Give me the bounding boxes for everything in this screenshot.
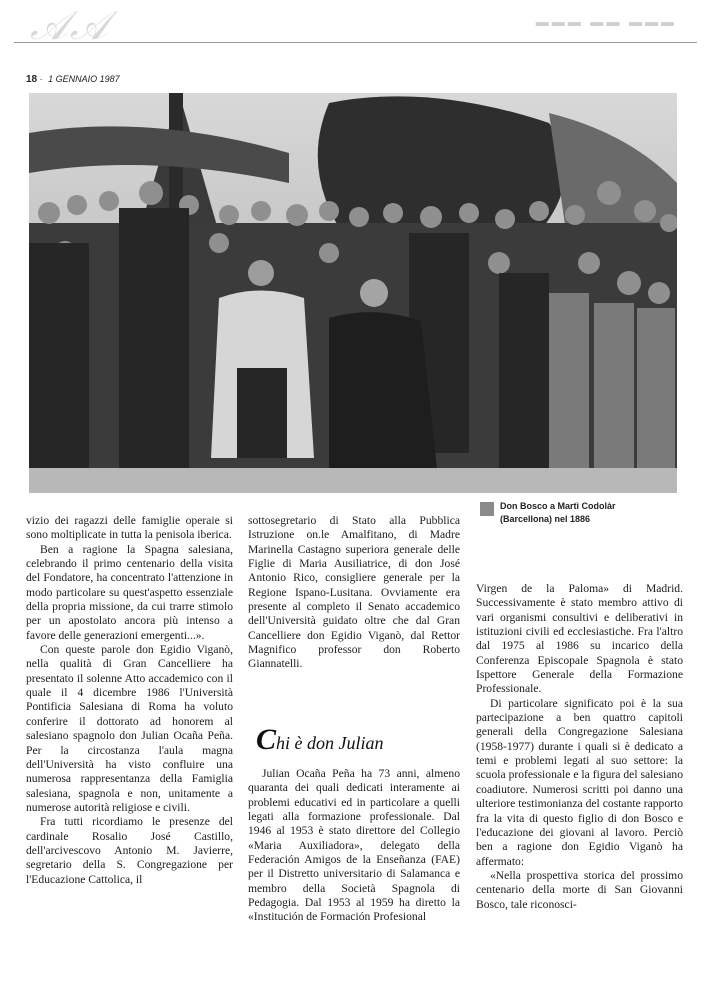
previous-page-bleed bbox=[0, 0, 711, 48]
paragraph: «Nella prospettiva storica del prossimo centenario della morte di San Giovanni Bosco, tale riconosci- bbox=[476, 868, 683, 911]
heading-text: hi è don Julian bbox=[276, 733, 384, 753]
heading-initial: C bbox=[256, 723, 277, 756]
page-folio bbox=[26, 74, 120, 85]
bleed-through-text: ▬▬▬ ▬▬ ▬▬▬ bbox=[535, 14, 677, 29]
caption-text bbox=[500, 500, 680, 526]
historical-group-photo bbox=[29, 93, 677, 493]
paragraph: sottosegretario di Stato alla Pubblica Istruzione on.le Amalfitano, di Madre Marinella Castagno superiora generale delle Figlie di Maria Ausiliatrice, di don José Antonio Rico, consigliere generale per la Regione Ispano-Lusitana. Ovviamente era presente al completo il Senato accademico dell'Università guidato oltre che dal Gran Cancelliere don Egidio Viganò, dal Rettor Magnifico professor don Roberto Giannatelli. bbox=[248, 514, 460, 671]
folio-separator: · bbox=[39, 74, 43, 84]
caption-line-1: Don Bosco a Martì Codolàr bbox=[500, 501, 616, 511]
page-number: 18 bbox=[26, 74, 38, 85]
article-column-2-continued bbox=[248, 767, 460, 925]
paragraph: Julian Ocaña Peña ha 73 anni, almeno quaranta dei quali dedicati interamente ai problemi educativi ed in particolare a quelli legati alla formazione professionale. Dal 1946 al 1953 è stato direttore del Collegio «Maria Auxiliadora», delegato della Federación Amigos de la Enseñanza (FAE) per il Distretto universitario di Salamanca e membro della Società Spagnola di Pedagogia. Dal 1953 al 1959 ha diretto la «Institución de Formación Profesional bbox=[248, 767, 460, 924]
bleed-through-letters: 𝒜𝒜 bbox=[30, 3, 110, 48]
article-column-1 bbox=[26, 514, 233, 887]
paragraph: vizio dei ragazzi delle famiglie operaie si sono moltiplicate in tutta la penisola iberica. bbox=[26, 514, 233, 542]
article-column-2 bbox=[248, 514, 460, 672]
issue-date: 1 GENNAIO 1987 bbox=[48, 74, 120, 84]
paragraph: Virgen de la Paloma» di Madrid. Successivamente è stato membro attivo di vari organismi consultivi e deliberativi in istituzioni civili ed ecclesiastiche. Fra l'altro dal 1975 al 1986 su incarico della Conferenza Episcopale Spagnola è stato Ispettore Generale della Formazione Professionale. bbox=[476, 582, 683, 696]
caption-marker bbox=[480, 502, 494, 516]
paragraph: Con queste parole don Egidio Viganò, nella qualità di Gran Cancelliere ha presentato il solenne Atto accademico con il quale il 4 dicembre 1986 l'Università Pontificia Salesiana di Roma ha voluto conferire il dottorato ad honorem al salesiano spagnolo don Julian Ocaña Peña. Per la circostanza l'aula magna dell'Università ha visto confluire una numerosa rappresentanza della Famiglia salesiana, spagnola e non, unitamente a numerose autorità religiose e civili. bbox=[26, 643, 233, 814]
caption-line-2: (Barcellona) nel 1886 bbox=[500, 514, 591, 524]
paragraph: Ben a ragione la Spagna salesiana, celebrando il primo centenario della visita del Fondatore, ha concentrato l'attenzione in modo particolare su quest'aspetto essenziale della propria missione, da cui trarre stimolo per un apostolato ancora più intenso a favore delle generazioni emergenti...». bbox=[26, 542, 233, 642]
paragraph: Fra tutti ricordiamo le presenze del cardinale Rosalio José Castillo, dell'arcivescovo Antonio M. Javierre, segretario della S. Congregazione per l'Educazione Cattolica, il bbox=[26, 815, 233, 886]
section-heading bbox=[256, 723, 466, 757]
paragraph: Di particolare significato poi è la sua partecipazione a ben quattro capitoli generali della Congregazione Salesiana (1958-1977) durante i quali si è dedicato a temi e problemi legati al suo settore: la scuola professionale e la figura del salesiano coadiutore. Numerosi scritti poi danno una ulteriore testimonianza del costante rapporto fra la vita di questo figlio di don Bosco e l'educazione dei giovani al lavoro. Perciò ben a ragione don Egidio Viganò ha affermato: bbox=[476, 696, 683, 868]
article-column-3 bbox=[476, 582, 683, 912]
header-rule bbox=[14, 42, 697, 43]
